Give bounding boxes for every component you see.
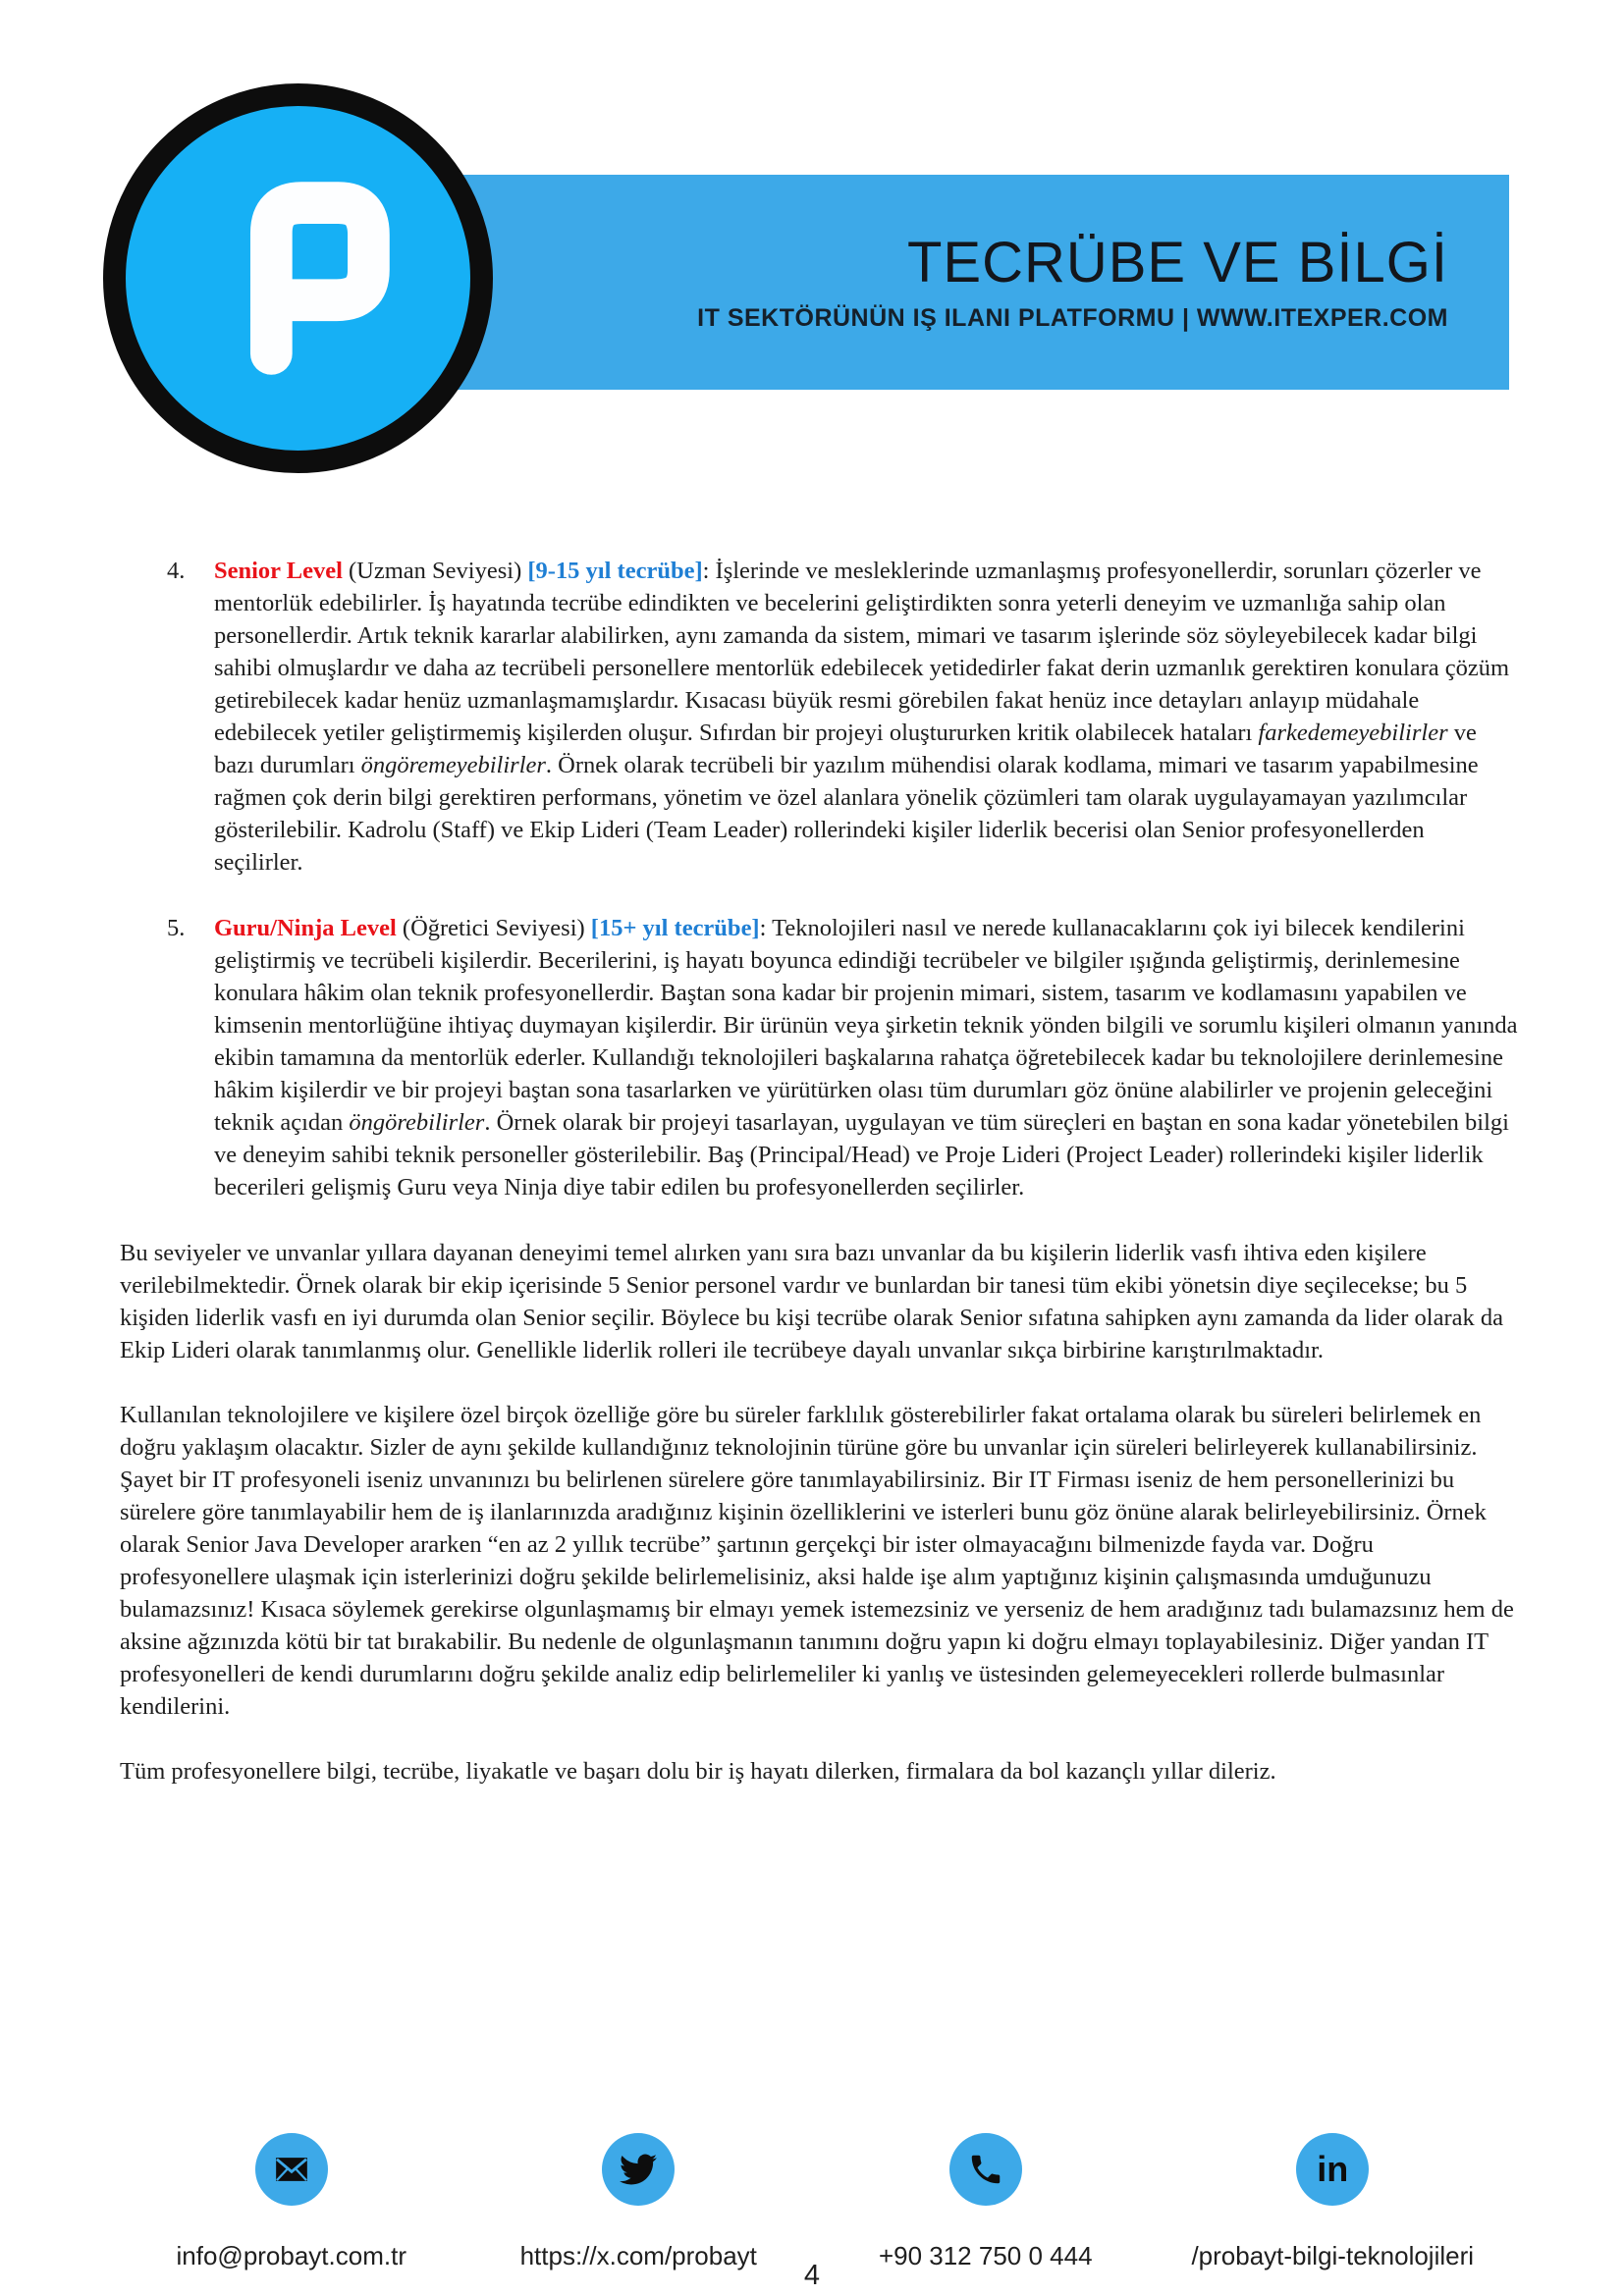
list-item-text [214, 912, 1518, 1203]
email-link[interactable]: info@probayt.com.tr [176, 2241, 406, 2270]
body-text-italic: öngörebilirler [349, 1109, 485, 1136]
footer-item-linkedin [1160, 2133, 1507, 2271]
body-text-italic: öngöremeyebilirler [360, 752, 546, 778]
list-item-text [214, 555, 1518, 879]
linkedin-in-glyph: in [1317, 2149, 1349, 2189]
experience-badge: [15+ yıl tecrübe] [590, 915, 760, 941]
page-subtitle: IT SEKTÖRÜNÜN IŞ ILANI PLATFORMU | WWW.ITEXPER.COM [697, 303, 1448, 332]
paragraph-closing-wish: Tüm profesyonellere bilgi, tecrübe, liyakatle ve başarı dolu bir iş hayatı dilerken, firmalara da bol kazançlı yıllar dileriz. [120, 1758, 1276, 1785]
body-text: Teknolojileri nasıl ve nerede kullanacaklarını çok iyi bilecek kendilerini geliştirmiş ve tecrübeli kişilerdir. Becerilerini, iş hayatı boyunca edindiği tecrübeler ve bilgiler ışığında geliştirmiş, derinlemesine konulara hâkim olan teknik profesyonellerdir. Baştan sona kadar bir projenin mimari, sistem, tasarım ve kodlamasını yapabilen ve kimsenin mentorlüğüne ihtiyaç duymayan kişilerdir. Bir ürünün veya şirketin teknik yönden bilgili ve sorumlu kişileri olmanın yanında ekibin tamamına da mentorlük ederler. Kullandığı teknolojileri başkalarına rahatça öğretebilecek kadar bu teknolojilere derinlemesine hâkim kişilerdir ve bir projeyi baştan sona tasarlarken ve yürütürken olası tüm durumları göz önüne alabilirler ve projenin geleceğini teknik açıdan [214, 915, 1518, 1136]
level-colon: : [759, 915, 773, 941]
phone-icon [949, 2133, 1022, 2206]
list-item-senior-level [167, 555, 1518, 879]
phone-link[interactable]: +90 312 750 0 444 [878, 2241, 1093, 2270]
body-text: . Örnek olarak bir projeyi tasarlayan, uygulayan ve tüm süreçleri en baştan en sona kadar yönetebilen bilgi ve deneyim sahibi teknik personeller gösterilebilir. Baş (Principal/Head) ve Proje Lideri (Project Leader) rollerindeki kişiler liderlik becerileri gelişmiş Guru veya Ninja diye tabir edilen bu profesyonellerden seçilirler. [214, 1109, 1509, 1201]
list-item-guru-ninja-level [167, 912, 1518, 1203]
footer-item-email [118, 2133, 465, 2271]
paragraph-levels-vs-titles: Bu seviyeler ve unvanlar yıllara dayanan deneyimi temel alırken yanı sıra bazı unvanlar da bu kişilerin liderlik vasfı ihtiva eden kişilere verilebilmektedir. Örnek olarak bir ekip içerisinde 5 Senior personel vardır ve bunlardan bir tanesi tüm ekibi yönetsin diye seçilecekse; bu 5 kişiden liderlik vasfı en iyi durumda olan Senior seçilir. Böylece bu kişi tecrübe olarak Senior sıfatına sahipken aynı zamanda da lider olarak da Ekip Lideri olarak tanımlanmış olur. Genellikle liderlik rolleri ile tecrübeye dayalı unvanlar sıkça birbirine karıştırılmaktadır. [120, 1240, 1504, 1363]
page-number: 4 [803, 2260, 821, 2291]
level-subtitle: (Öğretici Seviyesi) [396, 915, 591, 941]
body-text-italic: farkedemeyebilirler [1258, 720, 1448, 746]
list-item-number: 5. [167, 915, 186, 941]
paragraph-duration-advice: Kullanılan teknolojilere ve kişilere özel birçok özelliğe göre bu süreler farklılık gösterebilirler fakat ortalama olarak bu süreleri belirlemek en doğru yaklaşım olacaktır. Sizler de aynı şekilde kullandığınız teknolojinin türüne göre bu unvanlar için süreleri belirleyerek kullanabilirsiniz. Şayet bir IT profesyoneli iseniz unvanınızı bu belirlenen sürelere göre tanımlayabilirsiniz. Bir IT Firması iseniz de hem personellerinizi bu sürelere göre tanımlayabilir hem de iş ilanlarınızda aradığınız kişinin özelliklerini ve isterleri bunu göz önüne alarak belirleyebilirsiniz. Örnek olarak Senior Java Developer ararken “en az 2 yıllık tecrübe” şartının gerçekçi bir ister olmayacağını bilmenizde fayda var. Doğru profesyonellere ulaşmak için isterlerinizi doğru şekilde belirlemelisiniz, aksi halde işe alım yaptığınız kişinin çalışmasında umduğunuzu bulamazsınız! Kısaca söylemek gerekirse olgunlaşmamış bir elmayı yemek istemezsiniz ve yerseniz de hem aradığınız tadı bulamazsınız hem de aksine ağzınızda kötü bir tat bırakabilir. Bu nedenle de olgunlaşmanın tanımını doğru yapın ki doğru elmayı toplayabilesiniz. Diğer yandan IT profesyonelleri de kendi durumlarını doğru şekilde analiz edip belirlemeliler ki yanlış ve üstesinden gelemeyecekleri rollerde bulmasınlar kendilerini. [120, 1402, 1514, 1720]
experience-badge: [9-15 yıl tecrübe] [527, 558, 703, 584]
footer-item-phone [812, 2133, 1160, 2271]
level-colon: : [702, 558, 716, 584]
footer-contact-bar [118, 2133, 1506, 2271]
page-title: TECRÜBE VE BİLGİ [906, 231, 1448, 295]
footer-item-twitter [465, 2133, 813, 2271]
email-icon [255, 2133, 328, 2206]
twitter-link[interactable]: https://x.com/probayt [519, 2241, 757, 2270]
linkedin-link[interactable]: /probayt-bilgi-teknolojileri [1191, 2241, 1475, 2270]
body-text: ve bazı durumları [214, 720, 1477, 778]
level-subtitle: (Uzman Seviyesi) [342, 558, 528, 584]
logo-p-icon [219, 178, 391, 379]
linkedin-icon [1296, 2133, 1369, 2206]
probayt-logo [103, 83, 493, 473]
body-text: İşlerinde ve mesleklerinde uzmanlaşmış profesyonellerdir, sorunları çözerler ve mentorlük edebilirler. İş hayatında tecrübe edindikten ve becelerini geliştirdikten sonra yeterli deneyim ve uzmanlığa sahip olan personellerdir. Artık teknik kararlar alabilirken, aynı zamanda da sistem, mimari ve tasarım işlerinde söz söyleyebilecek kadar bilgi sahibi olmuşlardır ve daha az tecrübeli personellere mentorlük edebilecek yetidedirler fakat derin uzmanlık gerektiren konulara çözüm getirebilecek kadar henüz uzmanlaşmamışlardır. Kısacası büyük resmi görebilen fakat henüz ince detayları anlayıp müdahale edebilecek yetiler geliştirmemiş kişilerden oluşur. Sıfırdan bir projeyi oluştururken kritik olabilecek hataları [214, 558, 1510, 746]
level-title: Senior Level [214, 558, 343, 584]
twitter-icon [602, 2133, 675, 2206]
level-title: Guru/Ninja Level [214, 915, 397, 941]
list-item-number: 4. [167, 558, 186, 584]
body-text: . Örnek olarak tecrübeli bir yazılım mühendisi olarak kodlama, mimari ve tasarım yapabilmesine rağmen çok derin bilgi gerektiren performans, yönetim ve özel alanlara yönelik çözümleri tam olarak uygulayamayan yazılımcılar gösterilebilir. Kadrolu (Staff) ve Ekip Lideri (Team Leader) rollerindeki kişiler liderlik becerisi olan Senior profesyonellerden seçilirler. [214, 752, 1479, 876]
